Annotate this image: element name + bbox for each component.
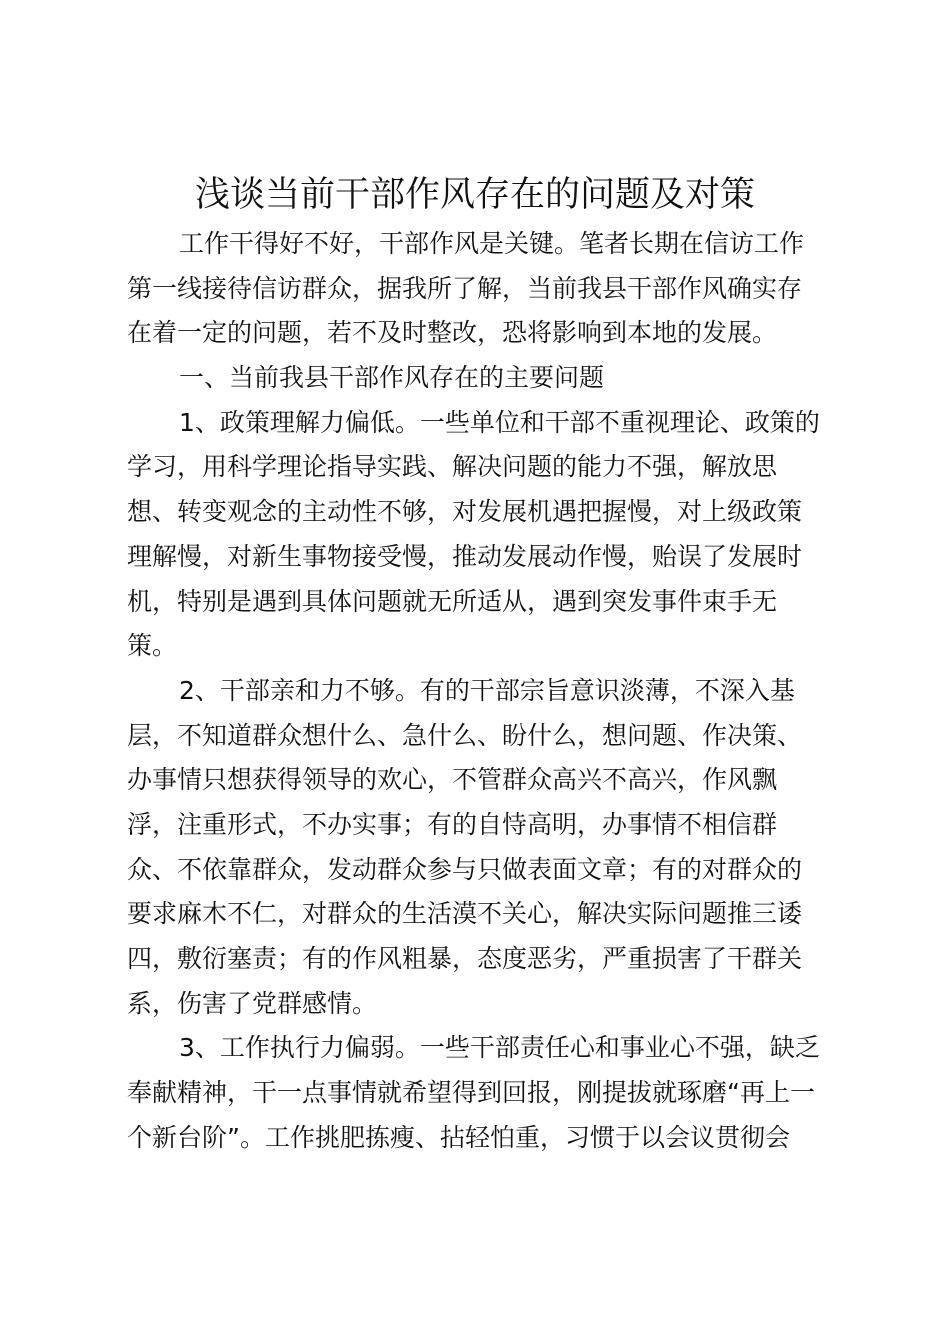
text-line: 众、不依靠群众，发动群众参与只做表面文章；有的对群众的: [127, 854, 803, 884]
text-line: 四，敷衍塞责；有的作风粗暴，态度恶劣，严重损害了干群关: [127, 944, 803, 973]
paragraph-point-1: [127, 401, 837, 669]
text-line: 学习，用科学理论指导实践、解决问题的能力不强，解放思: [127, 452, 778, 482]
text-line: 系，伤害了党群感情。: [127, 988, 378, 1018]
document-title: 浅谈当前干部作风存在的问题及对策: [194, 175, 755, 215]
text-line: 层，不知道群众想什么、急什么、盼什么，想问题、作决策、: [127, 720, 803, 750]
text-line: 奉献精神，干一点事情就希望得到回报，刚提拔就琢磨“再上一: [127, 1078, 815, 1108]
text-line: 策。: [127, 631, 178, 661]
paragraph-point-2: [127, 669, 837, 1027]
text-line: 工作干得好不好，干部作风是关键。笔者长期在信访工作: [179, 229, 805, 258]
text-line: 个新台阶”。工作挑肥拣瘦、拈轻怕重，习惯于以会议贯彻会: [127, 1122, 790, 1152]
text-line: 要求麻木不仁，对群众的生活漠不关心，解决实际问题推三诿: [127, 899, 803, 929]
text-line: 办事情只想获得领导的欢心，不管群众高兴不高兴，作风飘: [127, 765, 778, 795]
paragraph-point-3: [127, 1026, 837, 1160]
paragraph-intro: [127, 222, 837, 356]
text-line: 3、工作执行力偏弱。一些干部责任心和事业心不强，缺乏: [179, 1033, 820, 1063]
text-line: 浮，注重形式，不办实事；有的自恃高明，办事情不相信群: [127, 809, 778, 839]
text-line: 2、干部亲和力不够。有的干部宗旨意识淡薄，不深入基: [179, 675, 795, 705]
text-line: 理解慢，对新生事物接受慢，推动发展动作慢，贻误了发展时: [127, 541, 803, 571]
text-line: 机，特别是遇到具体问题就无所适从，遇到突发事件束手无: [127, 586, 778, 616]
text-line: 在着一定的问题，若不及时整改，恐将影响到本地的发展。: [127, 318, 778, 348]
section-heading: [127, 356, 837, 401]
text-line: 一、当前我县干部作风存在的主要问题: [179, 363, 605, 393]
text-line: 1、政策理解力偏低。一些单位和干部不重视理论、政策的: [179, 407, 820, 437]
text-line: 第一线接待信访群众，据我所了解，当前我县干部作风确实存: [127, 273, 803, 303]
text-line: 想、转变观念的主动性不够，对发展机遇把握慢，对上级政策: [127, 497, 803, 527]
document-body: [127, 222, 837, 1160]
